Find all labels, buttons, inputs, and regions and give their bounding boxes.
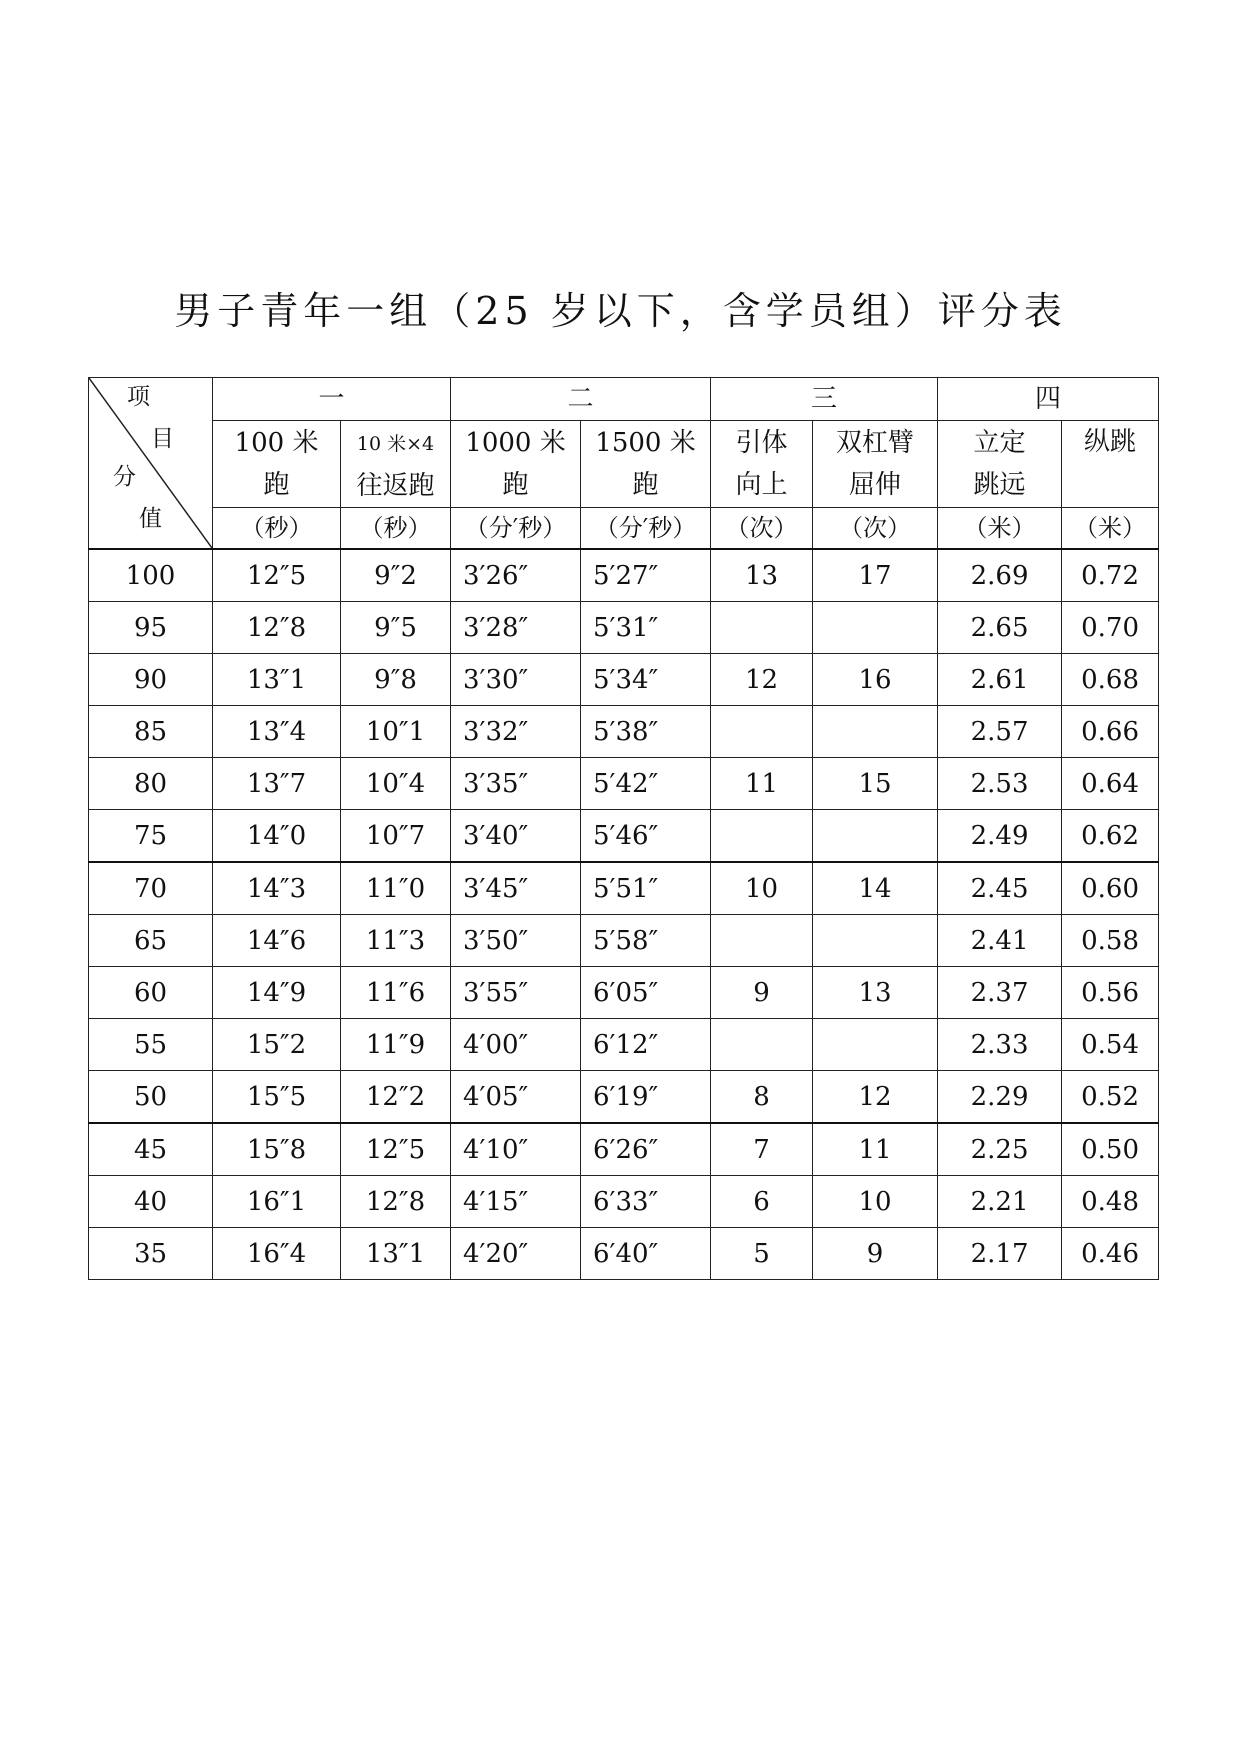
group-header-4: 四 — [938, 378, 1159, 421]
value-cell: 10″4 — [341, 758, 451, 810]
value-cell: 0.60 — [1062, 862, 1159, 915]
item-header: 立定 跳远 — [938, 421, 1062, 508]
value-cell: 15″8 — [213, 1123, 341, 1176]
value-cell: 0.46 — [1062, 1228, 1159, 1280]
value-cell: 3′45″ — [451, 862, 581, 915]
value-cell: 8 — [711, 1071, 813, 1124]
value-cell — [813, 706, 938, 758]
value-cell: 10″1 — [341, 706, 451, 758]
value-cell: 12″5 — [213, 549, 341, 602]
unit-label: （米） — [938, 508, 1062, 550]
value-cell: 12″2 — [341, 1071, 451, 1124]
value-cell: 9″8 — [341, 654, 451, 706]
value-cell: 12″8 — [213, 602, 341, 654]
page-title: 男子青年一组（25 岁以下，含学员组）评分表 — [174, 289, 1067, 333]
value-cell — [711, 915, 813, 967]
value-cell: 2.61 — [938, 654, 1062, 706]
value-cell: 3′55″ — [451, 967, 581, 1019]
value-cell: 0.52 — [1062, 1071, 1159, 1124]
table-row — [89, 1228, 1159, 1280]
item-header: 100 米 跑 — [213, 421, 341, 508]
value-cell: 10 — [711, 862, 813, 915]
value-cell: 12 — [711, 654, 813, 706]
value-cell: 0.56 — [1062, 967, 1159, 1019]
score-table — [88, 377, 1159, 1280]
table-row — [89, 1123, 1159, 1176]
value-cell: 0.50 — [1062, 1123, 1159, 1176]
value-cell: 4′05″ — [451, 1071, 581, 1124]
value-cell: 3′32″ — [451, 706, 581, 758]
unit-row — [89, 508, 1159, 550]
item-header-row — [89, 421, 1159, 508]
score-cell: 85 — [89, 706, 213, 758]
value-cell: 6′19″ — [581, 1071, 711, 1124]
value-cell: 4′00″ — [451, 1019, 581, 1071]
table-row — [89, 1176, 1159, 1228]
item-header: 1500 米 跑 — [581, 421, 711, 508]
value-cell: 6 — [711, 1176, 813, 1228]
value-cell: 11″9 — [341, 1019, 451, 1071]
value-cell: 0.72 — [1062, 549, 1159, 602]
group-header-2: 二 — [451, 378, 711, 421]
score-cell: 35 — [89, 1228, 213, 1280]
value-cell: 2.45 — [938, 862, 1062, 915]
value-cell: 4′15″ — [451, 1176, 581, 1228]
value-cell: 3′28″ — [451, 602, 581, 654]
value-cell: 0.48 — [1062, 1176, 1159, 1228]
score-cell: 90 — [89, 654, 213, 706]
value-cell: 9″2 — [341, 549, 451, 602]
value-cell: 16″4 — [213, 1228, 341, 1280]
value-cell: 6′05″ — [581, 967, 711, 1019]
value-cell: 16 — [813, 654, 938, 706]
value-cell: 17 — [813, 549, 938, 602]
value-cell: 5′58″ — [581, 915, 711, 967]
value-cell: 5′51″ — [581, 862, 711, 915]
value-cell: 13 — [813, 967, 938, 1019]
value-cell: 12″8 — [341, 1176, 451, 1228]
table-body — [89, 549, 1159, 1280]
value-cell: 11″6 — [341, 967, 451, 1019]
value-cell: 3′50″ — [451, 915, 581, 967]
value-cell: 0.54 — [1062, 1019, 1159, 1071]
value-cell — [813, 915, 938, 967]
value-cell: 13″4 — [213, 706, 341, 758]
value-cell: 11 — [711, 758, 813, 810]
item-header: 引体 向上 — [711, 421, 813, 508]
value-cell: 2.37 — [938, 967, 1062, 1019]
value-cell: 14″6 — [213, 915, 341, 967]
value-cell: 13″1 — [213, 654, 341, 706]
table-row — [89, 602, 1159, 654]
corner-label-score-2: 值 — [139, 506, 162, 532]
value-cell: 6′33″ — [581, 1176, 711, 1228]
value-cell: 5′42″ — [581, 758, 711, 810]
value-cell — [711, 1019, 813, 1071]
value-cell: 6′12″ — [581, 1019, 711, 1071]
value-cell — [711, 810, 813, 863]
unit-label: （次） — [711, 508, 813, 550]
unit-label: （分′秒） — [581, 508, 711, 550]
table-row — [89, 706, 1159, 758]
value-cell: 5′27″ — [581, 549, 711, 602]
value-cell — [813, 1019, 938, 1071]
value-cell — [711, 602, 813, 654]
value-cell: 15″2 — [213, 1019, 341, 1071]
value-cell: 12 — [813, 1071, 938, 1124]
value-cell: 14″3 — [213, 862, 341, 915]
value-cell — [813, 602, 938, 654]
value-cell: 2.69 — [938, 549, 1062, 602]
value-cell: 5′31″ — [581, 602, 711, 654]
score-cell: 95 — [89, 602, 213, 654]
value-cell: 15 — [813, 758, 938, 810]
value-cell: 12″5 — [341, 1123, 451, 1176]
score-cell: 65 — [89, 915, 213, 967]
score-cell: 100 — [89, 549, 213, 602]
value-cell: 10 — [813, 1176, 938, 1228]
value-cell: 2.57 — [938, 706, 1062, 758]
value-cell: 4′20″ — [451, 1228, 581, 1280]
value-cell: 6′40″ — [581, 1228, 711, 1280]
unit-label: （米） — [1062, 508, 1159, 550]
table-row — [89, 810, 1159, 863]
value-cell: 0.70 — [1062, 602, 1159, 654]
unit-label: （次） — [813, 508, 938, 550]
value-cell: 2.17 — [938, 1228, 1062, 1280]
value-cell: 9 — [711, 967, 813, 1019]
item-header: 1000 米 跑 — [451, 421, 581, 508]
corner-label-item-1: 项 — [127, 384, 150, 410]
table-row — [89, 862, 1159, 915]
value-cell: 7 — [711, 1123, 813, 1176]
value-cell: 2.53 — [938, 758, 1062, 810]
value-cell: 11″0 — [341, 862, 451, 915]
corner-cell — [89, 378, 213, 550]
value-cell: 10″7 — [341, 810, 451, 863]
value-cell: 5′38″ — [581, 706, 711, 758]
value-cell: 13″1 — [341, 1228, 451, 1280]
value-cell — [813, 810, 938, 863]
score-cell: 50 — [89, 1071, 213, 1124]
corner-label-item-2: 目 — [151, 426, 174, 452]
item-header: 纵跳 — [1062, 421, 1159, 508]
value-cell: 0.58 — [1062, 915, 1159, 967]
value-cell: 5 — [711, 1228, 813, 1280]
value-cell: 2.25 — [938, 1123, 1062, 1176]
value-cell: 14 — [813, 862, 938, 915]
value-cell: 16″1 — [213, 1176, 341, 1228]
score-cell: 40 — [89, 1176, 213, 1228]
value-cell: 3′35″ — [451, 758, 581, 810]
unit-label: （秒） — [213, 508, 341, 550]
value-cell: 11″3 — [341, 915, 451, 967]
unit-label: （秒） — [341, 508, 451, 550]
value-cell: 6′26″ — [581, 1123, 711, 1176]
score-cell: 70 — [89, 862, 213, 915]
value-cell: 0.66 — [1062, 706, 1159, 758]
value-cell: 11 — [813, 1123, 938, 1176]
value-cell: 14″9 — [213, 967, 341, 1019]
value-cell: 0.68 — [1062, 654, 1159, 706]
value-cell: 2.33 — [938, 1019, 1062, 1071]
value-cell: 2.29 — [938, 1071, 1062, 1124]
table-row — [89, 967, 1159, 1019]
value-cell: 2.41 — [938, 915, 1062, 967]
table-row — [89, 654, 1159, 706]
table-row — [89, 1071, 1159, 1124]
value-cell: 13″7 — [213, 758, 341, 810]
value-cell — [711, 706, 813, 758]
value-cell: 3′40″ — [451, 810, 581, 863]
table-row — [89, 915, 1159, 967]
table-row — [89, 1019, 1159, 1071]
score-cell: 80 — [89, 758, 213, 810]
value-cell: 2.21 — [938, 1176, 1062, 1228]
table-row — [89, 758, 1159, 810]
item-header: 双杠臂 屈伸 — [813, 421, 938, 508]
unit-label: （分′秒） — [451, 508, 581, 550]
value-cell: 15″5 — [213, 1071, 341, 1124]
score-cell: 45 — [89, 1123, 213, 1176]
value-cell: 4′10″ — [451, 1123, 581, 1176]
corner-label-score-1: 分 — [113, 464, 136, 490]
item-header: 10 米×4 往返跑 — [341, 421, 451, 508]
value-cell: 0.64 — [1062, 758, 1159, 810]
value-cell: 9″5 — [341, 602, 451, 654]
value-cell: 5′34″ — [581, 654, 711, 706]
value-cell: 5′46″ — [581, 810, 711, 863]
value-cell: 14″0 — [213, 810, 341, 863]
value-cell: 2.49 — [938, 810, 1062, 863]
group-header-row — [89, 378, 1159, 421]
value-cell: 9 — [813, 1228, 938, 1280]
value-cell: 13 — [711, 549, 813, 602]
value-cell: 0.62 — [1062, 810, 1159, 863]
score-cell: 60 — [89, 967, 213, 1019]
value-cell: 2.65 — [938, 602, 1062, 654]
group-header-3: 三 — [711, 378, 938, 421]
table-row — [89, 549, 1159, 602]
value-cell: 3′26″ — [451, 549, 581, 602]
score-cell: 75 — [89, 810, 213, 863]
value-cell: 3′30″ — [451, 654, 581, 706]
score-cell: 55 — [89, 1019, 213, 1071]
group-header-1: 一 — [213, 378, 451, 421]
